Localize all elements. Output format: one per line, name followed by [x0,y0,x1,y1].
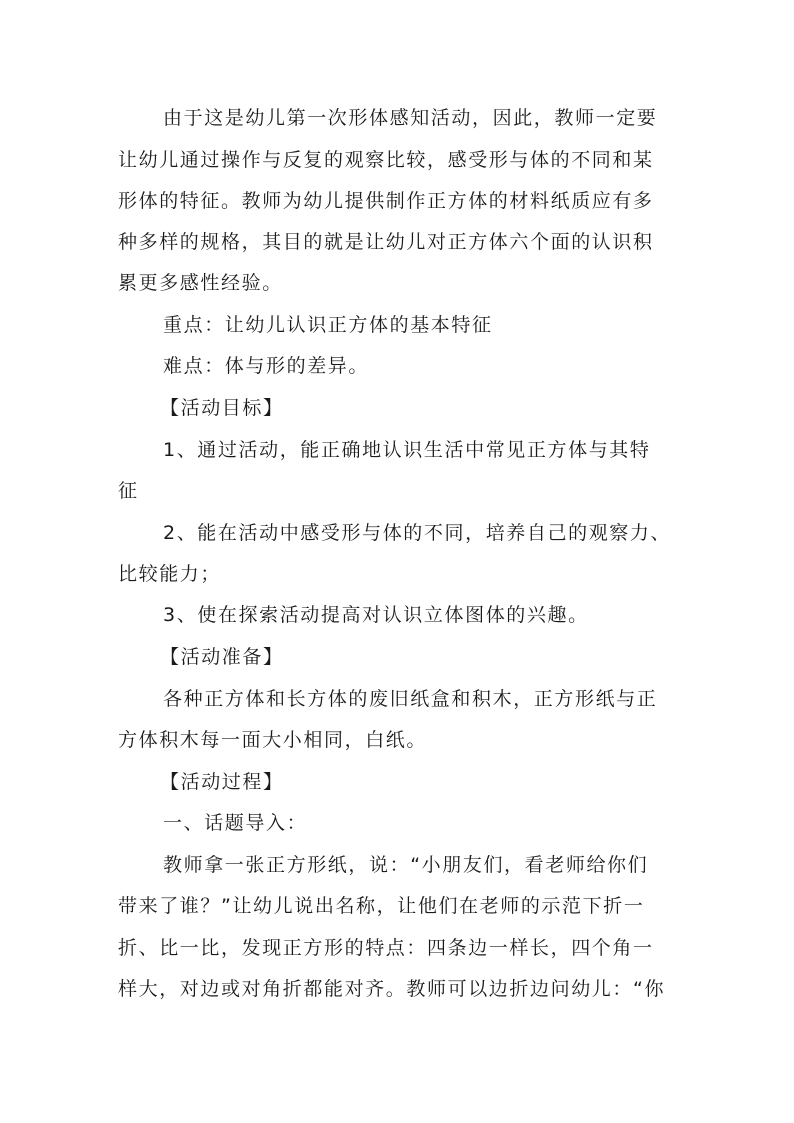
paragraph-line: 形体的特征。教师为幼儿提供制作正方体的材料纸质应有多 [118,190,654,212]
paragraph-line: 让幼儿通过操作与反复的观察比较，感受形与体的不同和某 [118,149,654,171]
key-point-line: 重点：让幼儿认识正方体的基本特征 [163,314,493,336]
preparation-line: 各种正方体和长方体的废旧纸盒和积木，正方形纸与正 [163,688,658,710]
preparation-line-continued: 方体积木每一面大小相同，白纸。 [118,729,428,751]
goal-item-1-continued: 征 [118,480,139,502]
process-paragraph-line: 带来了谁？”让幼儿说出名称，让他们在老师的示范下折一 [118,895,645,917]
paragraph-line: 累更多感性经验。 [118,272,283,294]
process-step-heading: 一、话题导入： [163,812,308,834]
paragraph-line: 种多样的规格，其目的就是让幼儿对正方体六个面的认识积 [118,231,654,253]
goal-item-2-continued: 比较能力； [118,563,222,585]
process-paragraph-line: 折、比一比，发现正方形的特点：四条边一样长，四个角一 [118,937,654,959]
goal-item-3: 3、使在探索活动提高对认识立体图体的兴趣。 [163,604,589,626]
section-heading-process: 【活动过程】 [160,771,284,793]
difficulty-line: 难点：体与形的差异。 [163,355,370,377]
process-paragraph-line: 样大，对边或对角折都能对齐。教师可以边折边问幼儿：“你 [118,978,666,1000]
goal-item-1: 1、通过活动，能正确地认识生活中常见正方体与其特 [163,439,651,461]
section-heading-preparation: 【活动准备】 [160,646,284,668]
goal-item-2: 2、能在活动中感受形与体的不同，培养自己的观察力、 [163,522,672,544]
process-paragraph-line: 教师拿一张正方形纸，说：“小朋友们，看老师给你们 [163,854,649,876]
section-heading-goals: 【活动目标】 [160,397,284,419]
paragraph-line: 由于这是幼儿第一次形体感知活动，因此，教师一定要 [163,107,658,129]
